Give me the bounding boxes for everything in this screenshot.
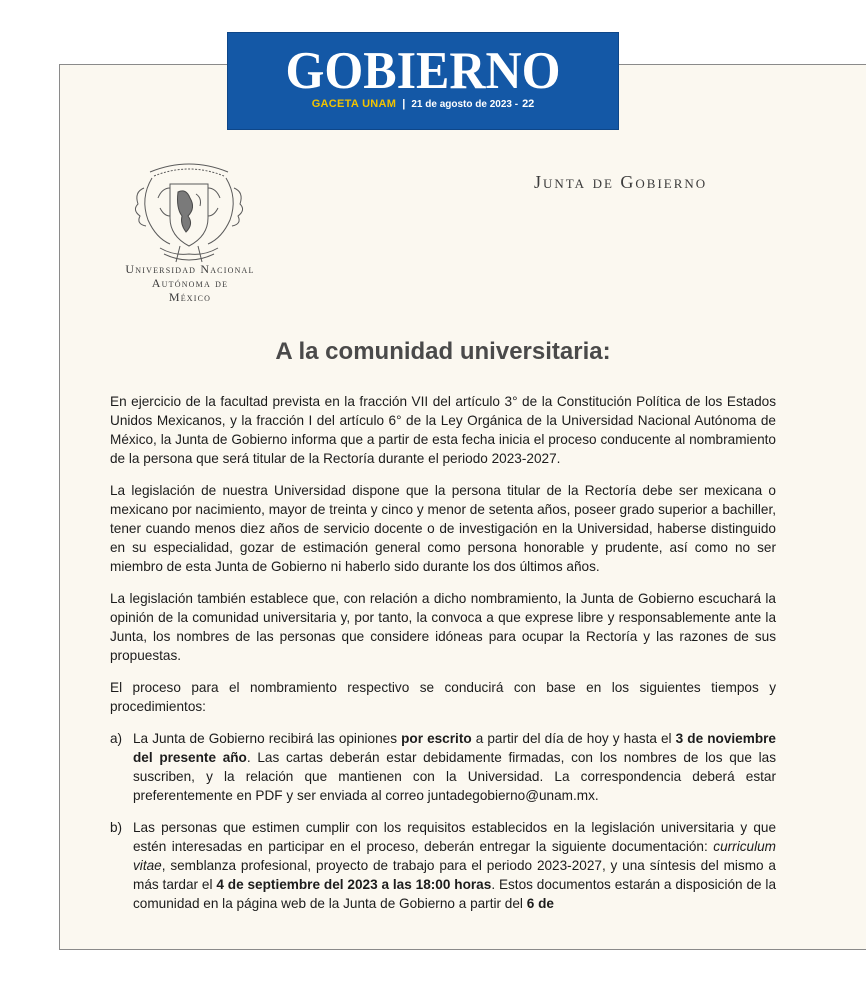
list-marker: a) bbox=[110, 731, 123, 746]
list-item-b bbox=[110, 818, 776, 913]
item-text: a partir del día de hoy y hasta el bbox=[471, 731, 676, 746]
issue-date: 21 de agosto de 2023 - bbox=[411, 99, 519, 110]
list-marker: b) bbox=[110, 820, 123, 835]
banner-subline bbox=[228, 99, 618, 110]
paragraph: El proceso para el nombramiento respectivo se conducirá con base en los siguientes tiempos y procedimientos: bbox=[110, 680, 776, 714]
item-text: , semblanza profesional, proyecto de trabajo para el periodo 2023-2027, y una síntesis del mismo a más tardar el bbox=[133, 858, 776, 892]
unam-coat-of-arms-icon bbox=[130, 158, 248, 268]
item-text: La Junta de Gobierno recibirá las opiniones bbox=[133, 731, 402, 746]
item-bold: 3 de noviembre del presente año bbox=[133, 731, 776, 765]
list-item-a bbox=[110, 729, 776, 805]
junta-heading: Junta de Gobierno bbox=[534, 172, 708, 192]
item-bold: por escrito bbox=[401, 731, 472, 746]
item-bold: 6 de bbox=[526, 896, 554, 911]
page-number: 22 bbox=[522, 98, 535, 110]
university-name-line1: Universidad Nacional bbox=[125, 262, 255, 276]
item-italic: curriculum vitae bbox=[133, 839, 776, 873]
paragraph: En ejercicio de la facultad prevista en la fracción VII del artículo 3° de la Constitución Política de los Estados Unidos Mexicanos, y la fracción I del artículo 6° de la Ley Orgánica de la Universidad Nacional Autónoma de México, la Junta de Gobierno informa que a partir de esta fecha inicia el proceso conducente al nombramiento de la persona que será titular de la Rectoría durante el periodo 2023-2027. bbox=[110, 394, 776, 466]
paragraph: La legislación también establece que, con relación a dicho nombramiento, la Junta de Gobierno escuchará la opinión de la comunidad universitaria y, por tanto, la convoca a que exprese libre y responsablemente ante la Junta, los nombres de las personas que considere idóneas para ocupar la Rectoría y las razones de sus propuestas. bbox=[110, 591, 776, 663]
item-text: . Las cartas deberán estar debidamente firmadas, con los nombres de los que las suscriben, y la relación que mantienen con la Universidad. La correspondencia deberá estar preferentemente en PDF y ser enviada al correo juntadegobierno@unam.mx. bbox=[133, 750, 776, 803]
university-name-line3: México bbox=[168, 290, 212, 304]
publication-name: GACETA UNAM bbox=[311, 98, 397, 110]
paragraph: La legislación de nuestra Universidad dispone que la persona titular de la Rectoría debe ser mexicana o mexicano por nacimiento, mayor de treinta y cinco y menor de setenta años, poseer grado superior a bachiller, tener cuando menos diez años de servicio docente o de investigación en la Universidad, haberse distinguido en su especialidad, gozar de estimación general como persona honorable y prudente, así como no ser miembro de esta Junta de Gobierno ni haberlo sido durante los dos últimos años. bbox=[110, 483, 776, 574]
section-title: GOBIERNO bbox=[285, 40, 561, 100]
banner-separator: | bbox=[402, 98, 406, 110]
document-title: A la comunidad universitaria: bbox=[275, 338, 611, 365]
item-text: Las personas que estimen cumplir con los requisitos establecidos en la legislación universitaria y que estén interesadas en participar en el proceso, deberán entregar la siguiente documentación: bbox=[133, 820, 776, 854]
item-bold: 4 de septiembre del 2023 a las 18:00 horas bbox=[216, 877, 492, 892]
university-name bbox=[100, 262, 280, 304]
document-body bbox=[110, 392, 776, 926]
section-banner bbox=[227, 32, 619, 130]
item-text: . Estos documentos estarán a disposición de la comunidad en la página web de la Junta de Gobierno a partir del bbox=[133, 877, 777, 911]
university-name-line2: Autónoma de bbox=[151, 276, 229, 290]
